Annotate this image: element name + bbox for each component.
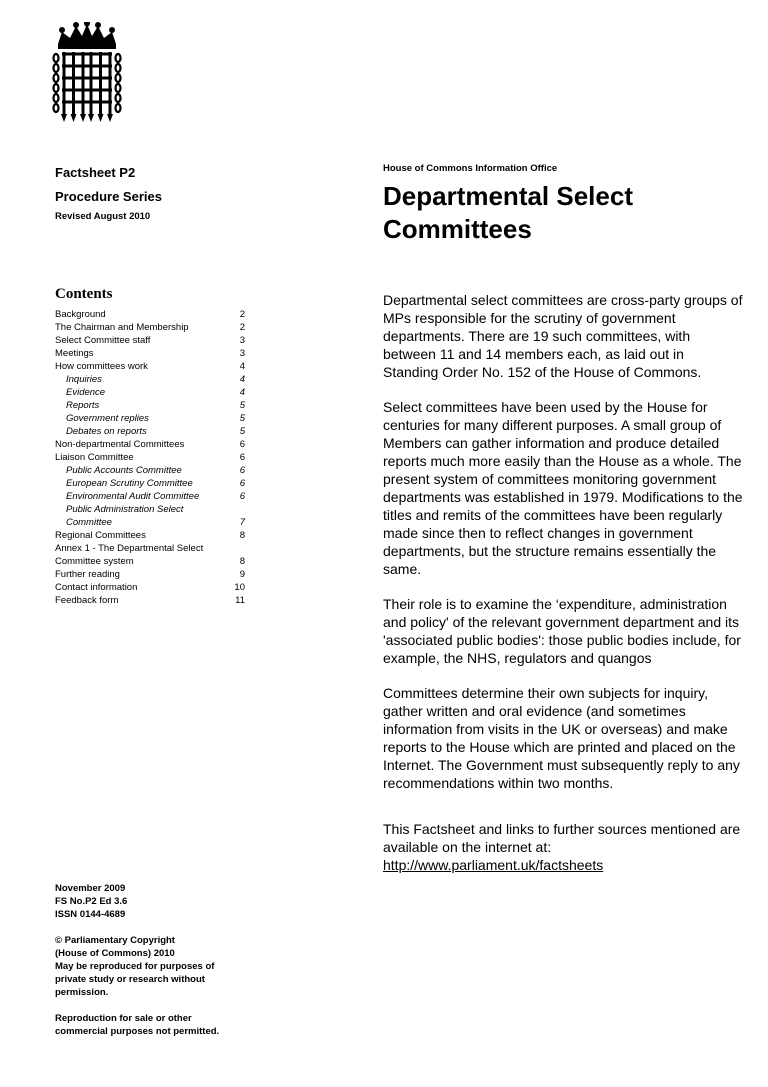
toc-entry-label: Reports: [66, 400, 100, 411]
toc-entry: [55, 516, 245, 529]
page-title: [383, 180, 743, 246]
toc-entry: [55, 464, 245, 477]
toc-entry-page: 5: [239, 400, 245, 411]
body-paragraph-4: Committees determine their own subjects for inquiry, gather written and oral evidence (and sometimes information from visits in the UK or overseas) and make reports to the House which are printed and placed on the Internet. The Government must subsequently reply to any recommendations within two months.: [383, 685, 740, 791]
reproduce-line-2: private study or research without: [55, 974, 205, 985]
toc-entry-page: 4: [239, 387, 245, 398]
title-line-2: Committees: [383, 214, 532, 244]
toc-entry-label: Contact information: [55, 582, 138, 593]
toc-entry-label: Feedback form: [55, 595, 119, 606]
toc-entry-label: Debates on reports: [66, 426, 147, 437]
factsheets-link[interactable]: http://www.parliament.uk/factsheets: [383, 857, 604, 873]
table-of-contents: [55, 308, 245, 607]
toc-entry-label: The Chairman and Membership: [55, 322, 189, 333]
toc-entry-page: 6: [239, 491, 245, 502]
toc-entry: [55, 503, 245, 516]
fs-number: FS No.P2 Ed 3.6: [55, 896, 128, 907]
body-paragraph-3: Their role is to examine the ‘expenditure, administration and policy' of the relevant government department and its 'associated public bodies': those public bodies include, for example, the NHS, regulators and quangos: [383, 596, 741, 666]
toc-entry: [55, 373, 245, 386]
toc-entry-label: Meetings: [55, 348, 94, 359]
toc-entry-label: Annex 1 - The Departmental Select: [55, 543, 204, 554]
toc-entry: [55, 451, 245, 464]
revised-date: Revised August 2010: [55, 211, 151, 222]
toc-entry-page: 7: [239, 517, 245, 528]
toc-entry-label: Liaison Committee: [55, 452, 134, 463]
toc-entry-page: 3: [239, 348, 245, 359]
toc-entry: [55, 477, 245, 490]
copyright-line-1: © Parliamentary Copyright: [55, 935, 175, 946]
reproduce-line-1: May be reproduced for purposes of: [55, 961, 215, 972]
sale-line-1: Reproduction for sale or other: [55, 1013, 192, 1024]
toc-entry: [55, 399, 245, 412]
toc-entry-page: 4: [239, 374, 245, 385]
toc-entry-label: Environmental Audit Committee: [66, 491, 200, 502]
toc-entry: [55, 360, 245, 373]
availability-text: This Factsheet and links to further sources mentioned are available on the internet at:: [383, 821, 741, 855]
toc-entry-label: How committees work: [55, 361, 148, 372]
toc-entry-label: Public Accounts Committee: [66, 465, 182, 476]
portcullis-crown-logo: [52, 22, 122, 128]
factsheet-number: Factsheet P2: [55, 165, 136, 180]
toc-entry-label: Regional Committees: [55, 530, 146, 541]
toc-entry-label: Further reading: [55, 569, 120, 580]
publication-date: November 2009: [55, 883, 126, 894]
reproduce-line-3: permission.: [55, 987, 109, 998]
sale-notice: [55, 1012, 245, 1038]
toc-entry-page: 11: [235, 595, 245, 606]
toc-entry-label: Non-departmental Committees: [55, 439, 185, 450]
toc-entry: [55, 386, 245, 399]
copyright-info: [55, 934, 245, 999]
title-line-1: Departmental Select: [383, 181, 633, 211]
toc-entry-label: Inquiries: [66, 374, 102, 385]
toc-entry-label: Public Administration Select: [66, 504, 184, 515]
series-name: Procedure Series: [55, 189, 162, 204]
toc-entry-page: 6: [239, 465, 245, 476]
toc-entry: [55, 412, 245, 425]
toc-entry: [55, 425, 245, 438]
toc-entry-label: Committee: [66, 517, 112, 528]
main-body: [383, 291, 743, 874]
toc-entry-page: 4: [239, 361, 245, 372]
toc-entry-page: 5: [239, 426, 245, 437]
factsheet-header: [55, 165, 295, 222]
body-paragraph-2: Select committees have been used by the House for centuries for many different purposes. A small group of Members can gather information and produce detailed reports much more easily than the House as a whole. The present system of committees monitoring government departments was established in 1979. Modifications to the titles and remits of the committees have been regularly made since then to reflect changes in government departments, but the structure remains essentially the same.: [383, 399, 743, 577]
toc-entry-page: 2: [239, 322, 245, 333]
contents-heading: Contents: [55, 286, 113, 302]
toc-entry-page: 9: [239, 569, 245, 580]
toc-entry-page: [225, 542, 245, 555]
toc-entry: [55, 308, 245, 321]
toc-entry-page: 2: [239, 309, 245, 320]
toc-entry: [55, 347, 245, 360]
publication-info: [55, 882, 245, 921]
copyright-line-2: (House of Commons) 2010: [55, 948, 175, 959]
toc-entry-label: Select Committee staff: [55, 335, 151, 346]
toc-entry-page: 6: [239, 439, 245, 450]
toc-entry-page: [225, 503, 245, 516]
toc-entry: [55, 490, 245, 503]
toc-entry: [55, 321, 245, 334]
toc-entry-label: Government replies: [66, 413, 149, 424]
toc-entry-page: 8: [239, 530, 245, 541]
toc-entry: [55, 438, 245, 451]
toc-entry-page: 8: [239, 556, 245, 567]
office-name: House of Commons Information Office: [383, 163, 558, 174]
toc-entry: [55, 594, 245, 607]
toc-entry-page: 3: [239, 335, 245, 346]
toc-entry-page: 5: [239, 413, 245, 424]
toc-entry: [55, 555, 245, 568]
toc-entry: [55, 334, 245, 347]
toc-entry-label: European Scrutiny Committee: [66, 478, 193, 489]
document-header: [383, 163, 743, 246]
toc-entry-label: Committee system: [55, 556, 134, 567]
toc-entry-page: 10: [234, 582, 245, 593]
imprint: [55, 882, 245, 1051]
body-paragraph-1: Departmental select committees are cross-party groups of MPs responsible for the scrutiny of government departments. There are 19 such committees, with between 11 and 14 members each, as laid out in Standing Order No. 152 of the House of Commons.: [383, 292, 743, 380]
toc-entry-label: Background: [55, 309, 106, 320]
body-paragraph-5: [383, 820, 743, 874]
toc-entry-page: 6: [239, 478, 245, 489]
issn: ISSN 0144-4689: [55, 909, 126, 920]
toc-entry: [55, 568, 245, 581]
sale-line-2: commercial purposes not permitted.: [55, 1026, 220, 1037]
toc-entry: [55, 542, 245, 555]
toc-entry: [55, 529, 245, 542]
toc-entry-page: 6: [239, 452, 245, 463]
toc-entry-label: Evidence: [66, 387, 106, 398]
toc-entry: [55, 581, 245, 594]
